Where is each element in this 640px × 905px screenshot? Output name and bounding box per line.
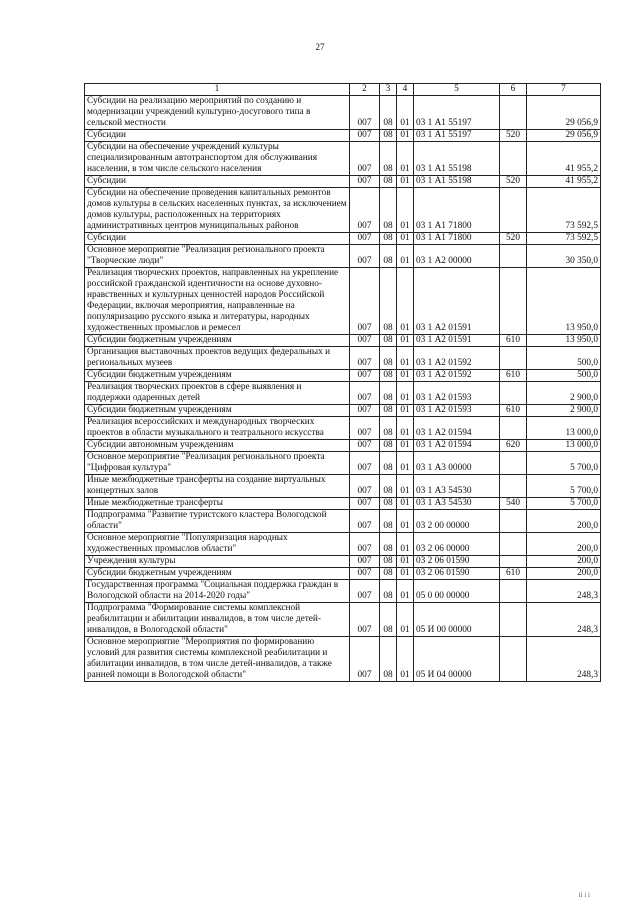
row-name: Субсидии на обеспечение учреждений культуры специализированным автотранспортом для обслуживания населения, в том числе сельского населения bbox=[85, 142, 350, 176]
row-section-code: 08 bbox=[380, 417, 397, 440]
table-row bbox=[85, 603, 601, 637]
row-expense-type bbox=[500, 556, 527, 568]
table-row bbox=[85, 498, 601, 510]
row-expense-type bbox=[500, 142, 527, 176]
row-expense-type: 610 bbox=[500, 335, 527, 347]
row-target-article: 03 2 06 00000 bbox=[414, 533, 500, 556]
row-target-article: 03 1 А1 55197 bbox=[414, 130, 500, 142]
row-amount: 2 900,0 bbox=[527, 382, 601, 405]
row-name: Иные межбюджетные трансферты на создание виртуальных концертных залов bbox=[85, 475, 350, 498]
row-expense-type: 610 bbox=[500, 370, 527, 382]
row-expense-type bbox=[500, 188, 527, 233]
row-subsection-code: 01 bbox=[397, 142, 414, 176]
row-section-code: 08 bbox=[380, 556, 397, 568]
row-target-article: 03 1 А2 01594 bbox=[414, 417, 500, 440]
row-ministry-code: 007 bbox=[350, 176, 380, 188]
row-section-code: 08 bbox=[380, 382, 397, 405]
row-subsection-code: 01 bbox=[397, 405, 414, 417]
table-row bbox=[85, 268, 601, 335]
row-subsection-code: 01 bbox=[397, 533, 414, 556]
row-section-code: 08 bbox=[380, 440, 397, 452]
row-expense-type: 610 bbox=[500, 405, 527, 417]
row-section-code: 08 bbox=[380, 268, 397, 335]
row-amount: 41 955,2 bbox=[527, 142, 601, 176]
row-ministry-code: 007 bbox=[350, 347, 380, 370]
row-expense-type: 520 bbox=[500, 233, 527, 245]
row-target-article: 03 1 А1 71800 bbox=[414, 233, 500, 245]
row-subsection-code: 01 bbox=[397, 335, 414, 347]
row-amount: 29 056,9 bbox=[527, 130, 601, 142]
row-ministry-code: 007 bbox=[350, 233, 380, 245]
row-amount: 500,0 bbox=[527, 370, 601, 382]
row-name: Реализация всероссийских и международных творческих проектов в области музыкального и театрального искусства bbox=[85, 417, 350, 440]
table-row bbox=[85, 347, 601, 370]
row-name: Субсидии bbox=[85, 233, 350, 245]
row-section-code: 08 bbox=[380, 188, 397, 233]
row-section-code: 08 bbox=[380, 347, 397, 370]
footer-mark: ii i i bbox=[578, 891, 590, 899]
row-subsection-code: 01 bbox=[397, 417, 414, 440]
row-target-article: 03 1 А3 00000 bbox=[414, 452, 500, 475]
row-amount: 13 000,0 bbox=[527, 417, 601, 440]
row-target-article: 03 1 А1 71800 bbox=[414, 188, 500, 233]
row-subsection-code: 01 bbox=[397, 233, 414, 245]
row-subsection-code: 01 bbox=[397, 245, 414, 268]
row-expense-type bbox=[500, 382, 527, 405]
table-row bbox=[85, 233, 601, 245]
row-name: Субсидии бюджетным учреждениям bbox=[85, 335, 350, 347]
table-row bbox=[85, 335, 601, 347]
row-ministry-code: 007 bbox=[350, 637, 380, 682]
row-name: Субсидии бюджетным учреждениям bbox=[85, 405, 350, 417]
row-amount: 29 056,9 bbox=[527, 96, 601, 130]
row-expense-type bbox=[500, 417, 527, 440]
row-amount: 13 000,0 bbox=[527, 440, 601, 452]
row-amount: 2 900,0 bbox=[527, 405, 601, 417]
table-row bbox=[85, 637, 601, 682]
row-section-code: 08 bbox=[380, 233, 397, 245]
row-name: Подпрограмма "Развитие туристского кластера Вологодской области" bbox=[85, 510, 350, 533]
table-row bbox=[85, 245, 601, 268]
row-section-code: 08 bbox=[380, 475, 397, 498]
row-ministry-code: 007 bbox=[350, 556, 380, 568]
row-subsection-code: 01 bbox=[397, 498, 414, 510]
row-target-article: 03 2 06 01590 bbox=[414, 568, 500, 580]
row-name: Организация выставочных проектов ведущих федеральных и региональных музеев bbox=[85, 347, 350, 370]
row-name: Учреждения культуры bbox=[85, 556, 350, 568]
row-ministry-code: 007 bbox=[350, 382, 380, 405]
row-section-code: 08 bbox=[380, 370, 397, 382]
table-row bbox=[85, 188, 601, 233]
table-row bbox=[85, 382, 601, 405]
row-name: Иные межбюджетные трансферты bbox=[85, 498, 350, 510]
header-col-1: 1 bbox=[85, 84, 350, 96]
row-target-article: 05 И 00 00000 bbox=[414, 603, 500, 637]
row-expense-type: 520 bbox=[500, 130, 527, 142]
row-target-article: 03 1 А2 01591 bbox=[414, 268, 500, 335]
table-row bbox=[85, 405, 601, 417]
header-col-5: 5 bbox=[414, 84, 500, 96]
row-name: Основное мероприятие "Популяризация народных художественных промыслов области" bbox=[85, 533, 350, 556]
page-number: 27 bbox=[315, 42, 325, 52]
table-row bbox=[85, 510, 601, 533]
row-section-code: 08 bbox=[380, 580, 397, 603]
row-section-code: 08 bbox=[380, 335, 397, 347]
row-ministry-code: 007 bbox=[350, 475, 380, 498]
row-expense-type bbox=[500, 452, 527, 475]
row-subsection-code: 01 bbox=[397, 510, 414, 533]
row-name: Субсидии бюджетным учреждениям bbox=[85, 568, 350, 580]
row-expense-type bbox=[500, 475, 527, 498]
header-col-6: 6 bbox=[500, 84, 527, 96]
row-section-code: 08 bbox=[380, 568, 397, 580]
row-amount: 248,3 bbox=[527, 580, 601, 603]
row-section-code: 08 bbox=[380, 405, 397, 417]
table-row bbox=[85, 475, 601, 498]
row-amount: 200,0 bbox=[527, 556, 601, 568]
row-amount: 200,0 bbox=[527, 533, 601, 556]
row-amount: 5 700,0 bbox=[527, 452, 601, 475]
row-ministry-code: 007 bbox=[350, 268, 380, 335]
table-row bbox=[85, 568, 601, 580]
table-row bbox=[85, 533, 601, 556]
row-target-article: 03 1 А1 55197 bbox=[414, 96, 500, 130]
row-subsection-code: 01 bbox=[397, 130, 414, 142]
header-col-2: 2 bbox=[350, 84, 380, 96]
row-target-article: 03 2 06 01590 bbox=[414, 556, 500, 568]
row-name: Основное мероприятие "Реализация регионального проекта "Цифровая культура" bbox=[85, 452, 350, 475]
row-target-article: 03 1 А2 01594 bbox=[414, 440, 500, 452]
row-subsection-code: 01 bbox=[397, 347, 414, 370]
row-expense-type bbox=[500, 245, 527, 268]
row-ministry-code: 007 bbox=[350, 142, 380, 176]
table-row bbox=[85, 96, 601, 130]
row-section-code: 08 bbox=[380, 96, 397, 130]
row-target-article: 03 1 А3 54530 bbox=[414, 498, 500, 510]
table-row bbox=[85, 556, 601, 568]
row-name: Субсидии бюджетным учреждениям bbox=[85, 370, 350, 382]
row-name: Реализация творческих проектов, направленных на укрепление российской гражданской идентичности на основе духовно-нравственных и культурных ценностей народов Российской Федерации, включая мероприятия, направленные на популяризацию русского языка и литературы, народных художественных промыслов и ремесел bbox=[85, 268, 350, 335]
row-amount: 500,0 bbox=[527, 347, 601, 370]
row-section-code: 08 bbox=[380, 637, 397, 682]
row-subsection-code: 01 bbox=[397, 637, 414, 682]
row-amount: 5 700,0 bbox=[527, 498, 601, 510]
row-expense-type bbox=[500, 96, 527, 130]
row-target-article: 03 1 А2 00000 bbox=[414, 245, 500, 268]
row-amount: 248,3 bbox=[527, 603, 601, 637]
header-col-7: 7 bbox=[527, 84, 601, 96]
table-row bbox=[85, 142, 601, 176]
row-amount: 13 950,0 bbox=[527, 268, 601, 335]
row-subsection-code: 01 bbox=[397, 176, 414, 188]
row-target-article: 03 1 А2 01592 bbox=[414, 347, 500, 370]
row-ministry-code: 007 bbox=[350, 417, 380, 440]
table-row bbox=[85, 452, 601, 475]
row-amount: 41 955,2 bbox=[527, 176, 601, 188]
row-name: Реализация творческих проектов в сфере выявления и поддержки одаренных детей bbox=[85, 382, 350, 405]
row-section-code: 08 bbox=[380, 498, 397, 510]
row-subsection-code: 01 bbox=[397, 268, 414, 335]
header-col-3: 3 bbox=[380, 84, 397, 96]
table-row bbox=[85, 370, 601, 382]
row-section-code: 08 bbox=[380, 130, 397, 142]
row-name: Основное мероприятие "Мероприятия по формированию условий для развития системы комплексной реабилитации и абилитации инвалидов, в том числе детей-инвалидов, а также ранней помощи в Вологодской области" bbox=[85, 637, 350, 682]
row-expense-type: 540 bbox=[500, 498, 527, 510]
row-amount: 30 350,0 bbox=[527, 245, 601, 268]
row-amount: 248,3 bbox=[527, 637, 601, 682]
row-ministry-code: 007 bbox=[350, 498, 380, 510]
row-name: Субсидии bbox=[85, 130, 350, 142]
row-subsection-code: 01 bbox=[397, 188, 414, 233]
row-target-article: 03 1 А2 01593 bbox=[414, 382, 500, 405]
row-expense-type bbox=[500, 603, 527, 637]
row-expense-type bbox=[500, 268, 527, 335]
row-target-article: 03 1 А2 01593 bbox=[414, 405, 500, 417]
row-ministry-code: 007 bbox=[350, 510, 380, 533]
row-amount: 5 700,0 bbox=[527, 475, 601, 498]
row-amount: 73 592,5 bbox=[527, 188, 601, 233]
row-ministry-code: 007 bbox=[350, 533, 380, 556]
row-expense-type: 610 bbox=[500, 568, 527, 580]
row-ministry-code: 007 bbox=[350, 370, 380, 382]
row-expense-type bbox=[500, 347, 527, 370]
row-ministry-code: 007 bbox=[350, 96, 380, 130]
row-name: Основное мероприятие "Реализация регионального проекта "Творческие люди" bbox=[85, 245, 350, 268]
row-subsection-code: 01 bbox=[397, 556, 414, 568]
header-col-4: 4 bbox=[397, 84, 414, 96]
row-subsection-code: 01 bbox=[397, 603, 414, 637]
row-section-code: 08 bbox=[380, 603, 397, 637]
row-target-article: 03 1 А1 55198 bbox=[414, 142, 500, 176]
header-row bbox=[85, 84, 601, 96]
table-row bbox=[85, 580, 601, 603]
row-subsection-code: 01 bbox=[397, 475, 414, 498]
row-subsection-code: 01 bbox=[397, 382, 414, 405]
budget-table bbox=[84, 83, 601, 682]
row-name: Субсидии на реализацию мероприятий по созданию и модернизации учреждений культурно-досугового типа в сельской местности bbox=[85, 96, 350, 130]
row-target-article: 03 1 А2 01592 bbox=[414, 370, 500, 382]
row-target-article: 03 1 А3 54530 bbox=[414, 475, 500, 498]
row-amount: 73 592,5 bbox=[527, 233, 601, 245]
table-row bbox=[85, 440, 601, 452]
row-ministry-code: 007 bbox=[350, 452, 380, 475]
row-name: Субсидии на обеспечение проведения капитальных ремонтов домов культуры в сельских населенных пунктах, за исключением домов культуры, расположенных на территориях административных центров муниципальных районов bbox=[85, 188, 350, 233]
row-name: Субсидии bbox=[85, 176, 350, 188]
row-target-article: 03 1 А2 01591 bbox=[414, 335, 500, 347]
table-row bbox=[85, 130, 601, 142]
row-subsection-code: 01 bbox=[397, 452, 414, 475]
row-ministry-code: 007 bbox=[350, 130, 380, 142]
row-section-code: 08 bbox=[380, 452, 397, 475]
row-amount: 200,0 bbox=[527, 510, 601, 533]
row-target-article: 03 1 А1 55198 bbox=[414, 176, 500, 188]
row-target-article: 05 И 04 00000 bbox=[414, 637, 500, 682]
table-row bbox=[85, 176, 601, 188]
row-ministry-code: 007 bbox=[350, 580, 380, 603]
row-section-code: 08 bbox=[380, 510, 397, 533]
row-expense-type: 620 bbox=[500, 440, 527, 452]
row-subsection-code: 01 bbox=[397, 96, 414, 130]
table-body bbox=[85, 96, 601, 682]
row-section-code: 08 bbox=[380, 533, 397, 556]
row-expense-type bbox=[500, 533, 527, 556]
row-section-code: 08 bbox=[380, 176, 397, 188]
row-ministry-code: 007 bbox=[350, 405, 380, 417]
row-section-code: 08 bbox=[380, 142, 397, 176]
row-target-article: 05 0 00 00000 bbox=[414, 580, 500, 603]
row-subsection-code: 01 bbox=[397, 440, 414, 452]
row-ministry-code: 007 bbox=[350, 335, 380, 347]
row-target-article: 03 2 00 00000 bbox=[414, 510, 500, 533]
row-subsection-code: 01 bbox=[397, 370, 414, 382]
row-amount: 13 950,0 bbox=[527, 335, 601, 347]
row-ministry-code: 007 bbox=[350, 188, 380, 233]
row-section-code: 08 bbox=[380, 245, 397, 268]
row-subsection-code: 01 bbox=[397, 568, 414, 580]
row-ministry-code: 007 bbox=[350, 440, 380, 452]
row-amount: 200,0 bbox=[527, 568, 601, 580]
row-ministry-code: 007 bbox=[350, 245, 380, 268]
row-name: Субсидии автономным учреждениям bbox=[85, 440, 350, 452]
row-ministry-code: 007 bbox=[350, 568, 380, 580]
row-expense-type bbox=[500, 510, 527, 533]
row-name: Подпрограмма "Формирование системы комплексной реабилитации и абилитации инвалидов, в том числе детей-инвалидов, в Вологодской области" bbox=[85, 603, 350, 637]
row-expense-type bbox=[500, 637, 527, 682]
row-ministry-code: 007 bbox=[350, 603, 380, 637]
row-subsection-code: 01 bbox=[397, 580, 414, 603]
row-expense-type: 520 bbox=[500, 176, 527, 188]
row-expense-type bbox=[500, 580, 527, 603]
table-row bbox=[85, 417, 601, 440]
row-name: Государственная программа "Социальная поддержка граждан в Вологодской области на 2014-2020 годы" bbox=[85, 580, 350, 603]
